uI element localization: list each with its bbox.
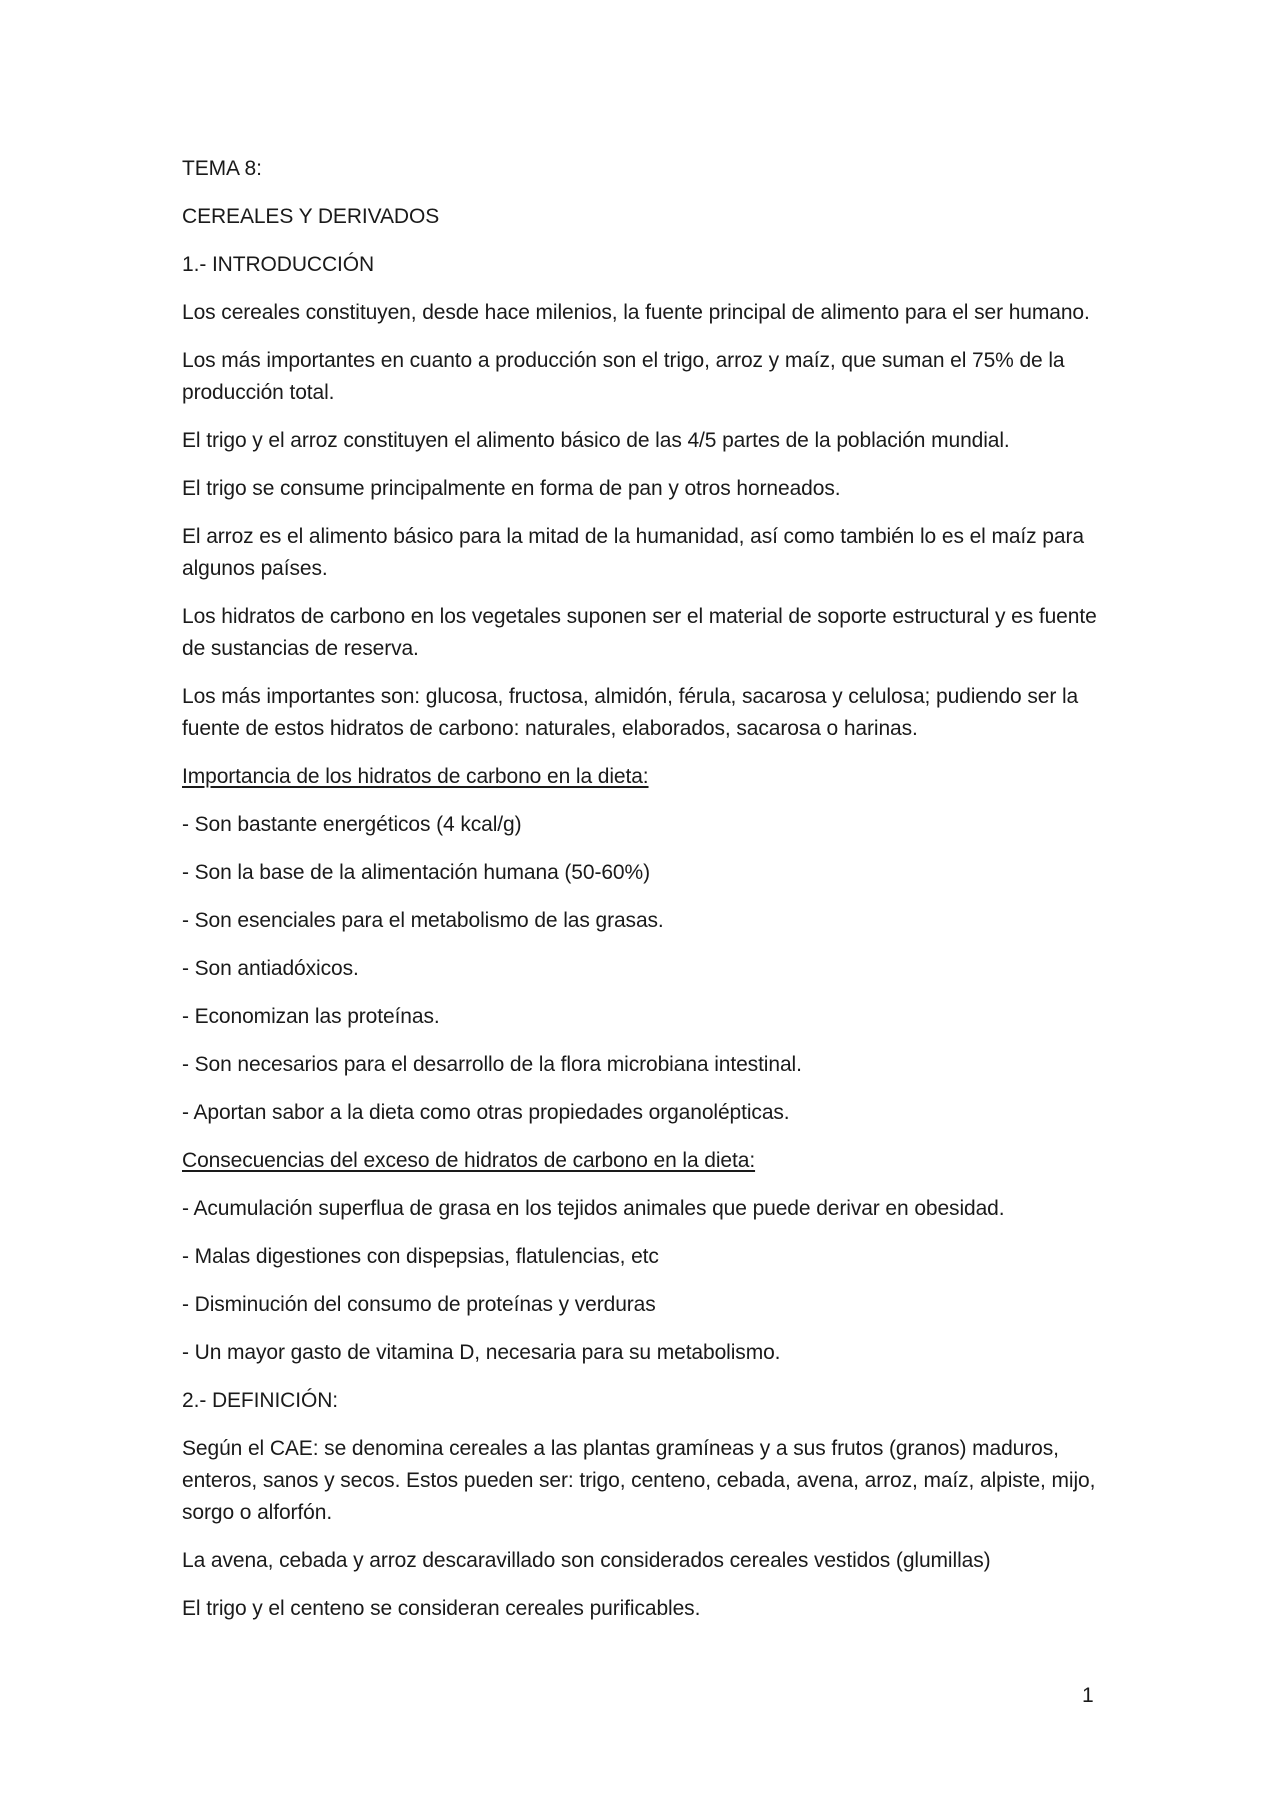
list-item: - Malas digestiones con dispepsias, flatulencias, etc xyxy=(182,1245,659,1268)
definition-paragraph: Según el CAE: se denomina cereales a las plantas gramíneas y a sus frutos (granos) maduros, enteros, sanos y secos. Estos pueden ser: trigo, centeno, cebada, avena, arroz, maíz, alpiste, mijo, sorgo o alforfón. xyxy=(182,1437,1096,1524)
document-title: CEREALES Y DERIVADOS xyxy=(182,205,440,228)
subheading-consecuencias: Consecuencias del exceso de hidratos de carbono en la dieta: xyxy=(182,1149,756,1172)
list-item: - Son bastante energéticos (4 kcal/g) xyxy=(182,813,522,836)
intro-paragraph: Los cereales constituyen, desde hace milenios, la fuente principal de alimento para el ser humano. xyxy=(182,301,1090,324)
intro-paragraph: Los más importantes son: glucosa, fructosa, almidón, férula, sacarosa y celulosa; pudiendo ser la fuente de estos hidratos de carbono: naturales, elaborados, sacarosa o harinas. xyxy=(182,685,1079,740)
list-item: - Son antiadóxicos. xyxy=(182,957,359,980)
definition-paragraph: El trigo y el centeno se consideran cereales purificables. xyxy=(182,1597,701,1620)
intro-paragraph: El trigo se consume principalmente en forma de pan y otros horneados. xyxy=(182,477,841,500)
list-item: - Son la base de la alimentación humana (50-60%) xyxy=(182,861,650,884)
intro-paragraph: El trigo y el arroz constituyen el alimento básico de las 4/5 partes de la población mundial. xyxy=(182,429,1010,452)
section-heading-introduccion: 1.- INTRODUCCIÓN xyxy=(182,253,375,276)
list-item: - Son necesarios para el desarrollo de la flora microbiana intestinal. xyxy=(182,1053,802,1076)
section-heading-definicion: 2.- DEFINICIÓN: xyxy=(182,1389,339,1412)
list-item: - Acumulación superflua de grasa en los tejidos animales que puede derivar en obesidad. xyxy=(182,1197,1005,1220)
list-item: - Disminución del consumo de proteínas y verduras xyxy=(182,1293,656,1316)
list-item: - Son esenciales para el metabolismo de las grasas. xyxy=(182,909,664,932)
topic-heading: TEMA 8: xyxy=(182,157,262,180)
list-item: - Un mayor gasto de vitamina D, necesaria para su metabolismo. xyxy=(182,1341,781,1364)
document-body xyxy=(182,153,1107,1641)
intro-paragraph: El arroz es el alimento básico para la mitad de la humanidad, así como también lo es el maíz para algunos países. xyxy=(182,525,1084,580)
subheading-importancia: Importancia de los hidratos de carbono en la dieta: xyxy=(182,765,649,788)
definition-paragraph: La avena, cebada y arroz descaravillado son considerados cereales vestidos (glumillas) xyxy=(182,1549,991,1572)
list-item: - Aportan sabor a la dieta como otras propiedades organolépticas. xyxy=(182,1101,790,1124)
intro-paragraph: Los más importantes en cuanto a producción son el trigo, arroz y maíz, que suman el 75% de la producción total. xyxy=(182,349,1065,404)
intro-paragraph: Los hidratos de carbono en los vegetales suponen ser el material de soporte estructural y es fuente de sustancias de reserva. xyxy=(182,605,1097,660)
page-number: 1 xyxy=(1082,1684,1094,1707)
list-item: - Economizan las proteínas. xyxy=(182,1005,440,1028)
